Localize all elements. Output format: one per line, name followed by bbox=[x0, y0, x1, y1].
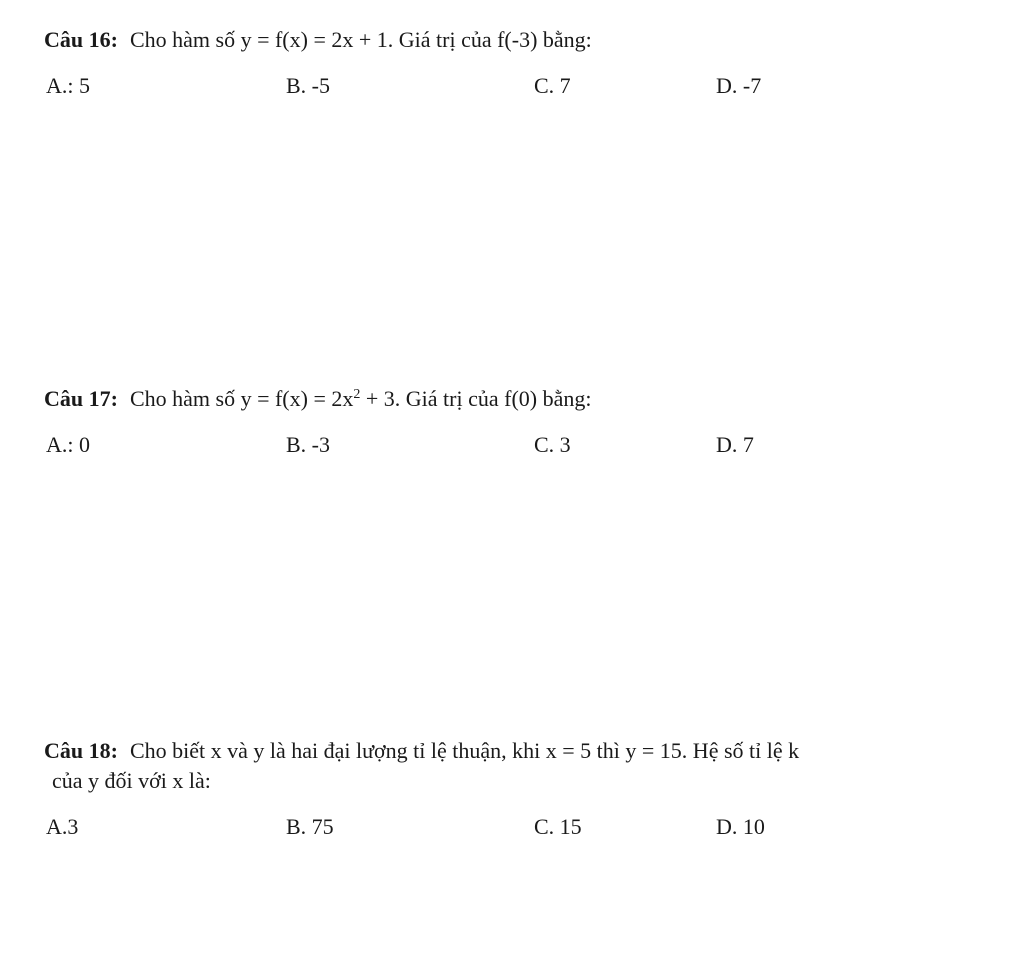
answer-options bbox=[44, 430, 1014, 460]
option-a[interactable]: A.: 5 bbox=[46, 73, 90, 98]
question-label: Câu 17: bbox=[44, 386, 118, 411]
option-a[interactable]: A.: 0 bbox=[46, 432, 90, 457]
option-d[interactable]: D. -7 bbox=[716, 73, 762, 98]
question-label: Câu 16: bbox=[44, 27, 118, 52]
question-text: Cho hàm số y = f(x) = 2x bbox=[129, 386, 354, 411]
exponent: 2 bbox=[353, 387, 361, 402]
option-c[interactable]: C. 7 bbox=[534, 73, 571, 98]
question-text: Cho hàm số y = f(x) = 2x + 1. Giá trị của f(-3) bằng: bbox=[129, 27, 592, 52]
answer-options bbox=[44, 812, 1014, 842]
option-c[interactable]: C. 3 bbox=[534, 432, 571, 457]
question-stem bbox=[44, 736, 1014, 766]
option-d[interactable]: D. 7 bbox=[716, 432, 754, 457]
question-text-continued: + 3. Giá trị của f(0) bằng: bbox=[360, 386, 592, 411]
question-text: Cho biết x và y là hai đại lượng tỉ lệ thuận, khi x = 5 thì y = 15. Hệ số tỉ lệ k bbox=[129, 738, 800, 763]
option-b[interactable]: B. -5 bbox=[286, 73, 330, 98]
option-d[interactable]: D. 10 bbox=[716, 814, 765, 839]
question-stem bbox=[44, 384, 1014, 414]
question-16 bbox=[44, 25, 1014, 101]
question-18 bbox=[44, 736, 1014, 842]
answer-options bbox=[44, 71, 1014, 101]
question-17 bbox=[44, 384, 1014, 460]
option-a[interactable]: A.3 bbox=[46, 814, 79, 839]
question-stem bbox=[44, 25, 1014, 55]
option-c[interactable]: C. 15 bbox=[534, 814, 582, 839]
question-label: Câu 18: bbox=[44, 738, 118, 763]
option-b[interactable]: B. 75 bbox=[286, 814, 334, 839]
question-text-second-line: của y đối với x là: bbox=[52, 768, 211, 793]
option-b[interactable]: B. -3 bbox=[286, 432, 330, 457]
